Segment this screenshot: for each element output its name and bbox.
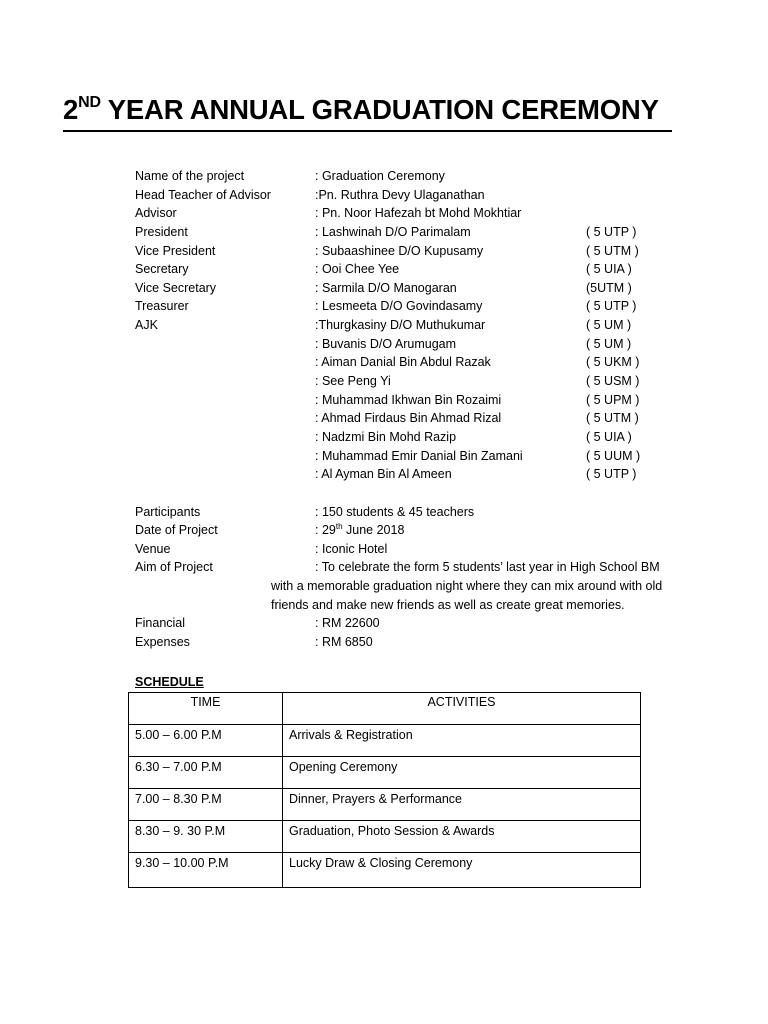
detail-value: : See Peng Yi: [315, 374, 391, 389]
schedule-row: [129, 725, 641, 757]
participants-label: Participants: [135, 504, 201, 519]
detail-value: : Nadzmi Bin Mohd Razip: [315, 429, 457, 444]
detail-value: : Aiman Danial Bin Abdul Razak: [315, 355, 491, 370]
schedule-activity-cell: Opening Ceremony: [283, 757, 641, 789]
schedule-time-cell: 9.30 – 10.00 P.M: [129, 853, 283, 888]
detail-value: : Ahmad Firdaus Bin Ahmad Rizal: [315, 411, 502, 426]
financial-label: Financial: [135, 616, 186, 631]
time-column-header: TIME: [129, 693, 283, 725]
detail-row: [135, 465, 695, 484]
schedule-body: [129, 725, 641, 888]
detail-label: AJK: [135, 318, 158, 333]
detail-row: [135, 447, 695, 466]
schedule-time-cell: 7.00 – 8.30 P.M: [129, 789, 283, 821]
detail-row: [135, 353, 695, 372]
detail-value: : Sarmila D/O Manogaran: [315, 280, 457, 295]
detail-row: [135, 335, 695, 354]
date-day: : 29: [315, 523, 336, 538]
detail-row: [135, 391, 695, 410]
date-value: [315, 521, 404, 540]
detail-row: [135, 186, 695, 205]
date-row: [135, 521, 695, 540]
venue-value: : Iconic Hotel: [315, 541, 388, 556]
schedule-header-row: [129, 693, 641, 725]
detail-university: ( 5 UTP ): [586, 467, 637, 482]
detail-label: Head Teacher of Advisor: [135, 187, 271, 202]
title-underline: [63, 130, 672, 132]
detail-row: [135, 242, 695, 261]
detail-university: ( 5 UIA ): [586, 262, 632, 277]
participants-row: [135, 503, 695, 522]
venue-row: [135, 540, 695, 559]
aim-line-2-row: [271, 577, 695, 596]
detail-label: Vice President: [135, 243, 216, 258]
detail-row: [135, 279, 695, 298]
schedule-heading: SCHEDULE: [135, 675, 204, 689]
schedule-row: [129, 757, 641, 789]
schedule-activity-cell: Dinner, Prayers & Performance: [283, 789, 641, 821]
detail-value: : Muhammad Ikhwan Bin Rozaimi: [315, 392, 502, 407]
aim-line-2: with a memorable graduation night where they can mix around with old: [271, 579, 663, 594]
detail-value: : Lashwinah D/O Parimalam: [315, 224, 471, 239]
detail-label: President: [135, 224, 188, 239]
detail-label: Vice Secretary: [135, 280, 217, 295]
detail-value: : Lesmeeta D/O Govindasamy: [315, 299, 483, 314]
detail-university: ( 5 USM ): [586, 374, 640, 389]
detail-row: [135, 409, 695, 428]
venue-label: Venue: [135, 541, 171, 556]
schedule-row: [129, 821, 641, 853]
expenses-value: : RM 6850: [315, 635, 373, 650]
aim-label: Aim of Project: [135, 560, 213, 575]
detail-value: : Ooi Chee Yee: [315, 262, 400, 277]
financial-value: : RM 22600: [315, 616, 380, 631]
schedule-row: [129, 789, 641, 821]
schedule-row: [129, 853, 641, 888]
detail-university: ( 5 UTM ): [586, 243, 639, 258]
aim-line-3-row: [271, 596, 695, 615]
title-text: YEAR ANNUAL GRADUATION CEREMONY: [100, 94, 659, 125]
detail-row: [135, 204, 695, 223]
detail-university: ( 5 UM ): [586, 336, 632, 351]
detail-row: [135, 372, 695, 391]
participants-value: : 150 students & 45 teachers: [315, 504, 475, 519]
detail-university: (5UTM ): [586, 280, 632, 295]
date-month-year: June 2018: [342, 523, 405, 538]
detail-row: [135, 316, 695, 335]
detail-university: ( 5 UTP ): [586, 224, 637, 239]
aim-line-3: friends and make new friends as well as create great memories.: [271, 597, 625, 612]
schedule-time-cell: 8.30 – 9. 30 P.M: [129, 821, 283, 853]
detail-university: ( 5 UPM ): [586, 392, 640, 407]
schedule-activity-cell: Lucky Draw & Closing Ceremony: [283, 853, 641, 888]
financial-row: [135, 614, 695, 633]
detail-label: Advisor: [135, 206, 177, 221]
detail-label: Name of the project: [135, 169, 245, 183]
date-label: Date of Project: [135, 523, 218, 538]
detail-university: ( 5 UTP ): [586, 299, 637, 314]
title-number: 2: [63, 94, 79, 125]
expenses-label: Expenses: [135, 635, 190, 650]
schedule-time-cell: 5.00 – 6.00 P.M: [129, 725, 283, 757]
detail-row: [135, 428, 695, 447]
detail-university: ( 5 UM ): [586, 318, 632, 333]
schedule-activity-cell: Graduation, Photo Session & Awards: [283, 821, 641, 853]
detail-value: : Al Ayman Bin Al Ameen: [315, 467, 452, 482]
detail-value: :Pn. Ruthra Devy Ulaganathan: [315, 187, 485, 202]
aim-line-1: : To celebrate the form 5 students’ last year in High School BM: [315, 560, 660, 575]
detail-row: [135, 297, 695, 316]
detail-label: Treasurer: [135, 299, 189, 314]
detail-value: : Pn. Noor Hafezah bt Mohd Mokhtiar: [315, 206, 522, 221]
expenses-row: [135, 633, 695, 652]
page-title: [63, 94, 659, 126]
detail-university: ( 5 UIA ): [586, 429, 632, 444]
aim-row: [135, 558, 695, 577]
detail-value: : Graduation Ceremony: [315, 169, 445, 183]
title-superscript: ND: [78, 94, 101, 111]
activities-column-header: ACTIVITIES: [283, 693, 641, 725]
detail-value: :Thurgkasiny D/O Muthukumar: [315, 318, 486, 333]
project-details: [135, 167, 695, 652]
detail-university: ( 5 UKM ): [586, 355, 640, 370]
detail-row: [135, 260, 695, 279]
schedule-activity-cell: Arrivals & Registration: [283, 725, 641, 757]
detail-value: : Buvanis D/O Arumugam: [315, 336, 457, 351]
detail-row: [135, 167, 695, 186]
schedule-table: [128, 692, 641, 888]
committee-list: [135, 167, 695, 484]
schedule-time-cell: 6.30 – 7.00 P.M: [129, 757, 283, 789]
detail-university: ( 5 UTM ): [586, 411, 639, 426]
detail-value: : Subaashinee D/O Kupusamy: [315, 243, 484, 258]
detail-value: : Muhammad Emir Danial Bin Zamani: [315, 448, 523, 463]
date-ordinal: th: [335, 522, 343, 532]
detail-row: [135, 223, 695, 242]
detail-label: Secretary: [135, 262, 189, 277]
detail-university: ( 5 UUM ): [586, 448, 641, 463]
